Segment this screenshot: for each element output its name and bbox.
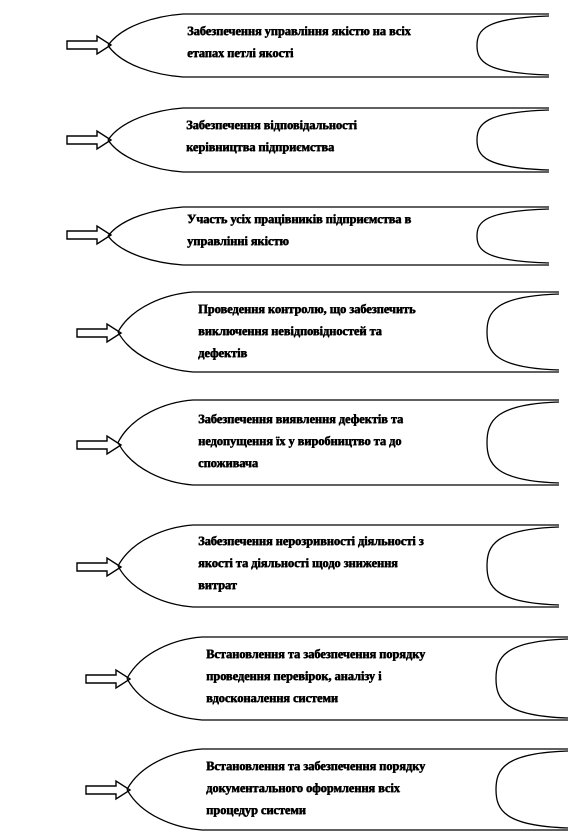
arrow-7 [86, 670, 130, 688]
item-text-line: витрат [198, 578, 237, 592]
item-text-line: керівництва підприємства [186, 140, 335, 154]
item-text-7 [206, 643, 425, 709]
scroll-curl-8 [496, 751, 568, 828]
item-text-line: вдосконалення системи [206, 691, 338, 705]
arrow-6 [77, 558, 121, 576]
item-text-8 [206, 755, 425, 821]
scroll-curl-5 [487, 402, 559, 483]
arrow-3 [67, 226, 111, 244]
item-text-1 [187, 20, 411, 64]
scroll-curl-4 [487, 294, 559, 370]
item-text-2 [186, 114, 357, 158]
scroll-curl-3 [477, 209, 549, 263]
arrow-5 [77, 436, 121, 454]
item-text-line: Встановлення та забезпечення порядку [206, 759, 426, 773]
item-text-line: Забезпечення нерозривності діяльності з [198, 534, 424, 548]
item-text-4 [198, 298, 415, 364]
item-text-line: проведення перевірок, аналізу і [206, 669, 382, 683]
item-text-line: Забезпечення управління якістю на всіх [187, 24, 411, 38]
item-text-line: Проведення контролю, що забезпечить [198, 302, 416, 316]
item-text-line: Забезпечення виявлення дефектів та [198, 412, 404, 426]
item-text-line: процедур системи [206, 803, 306, 817]
item-text-line: управлінні якістю [187, 234, 289, 248]
item-text-line: якості та діяльності щодо зниження [198, 556, 398, 570]
scroll-curl-6 [487, 527, 559, 605]
scroll-curl-2 [477, 110, 549, 170]
item-text-6 [198, 530, 424, 596]
item-text-5 [198, 408, 403, 474]
item-text-line: Встановлення та забезпечення порядку [206, 647, 426, 661]
item-text-line: виключення невідповідностей та [198, 324, 382, 338]
item-text-line: документального оформлення всіх [206, 781, 400, 795]
scroll-curl-7 [496, 639, 568, 718]
item-text-line: споживача [198, 456, 258, 470]
item-text-line: Участь усіх працівників підприємства в [187, 212, 411, 226]
item-text-3 [187, 208, 411, 252]
scroll-curl-1 [477, 16, 549, 75]
item-text-line: дефектів [198, 346, 247, 360]
arrow-4 [77, 324, 121, 342]
arrow-1 [67, 36, 111, 54]
item-text-line: недопущення їх у виробництво та до [198, 434, 402, 448]
item-text-line: етапах петлі якості [187, 46, 294, 60]
arrow-2 [67, 131, 111, 149]
arrow-8 [86, 781, 130, 799]
item-text-line: Забезпечення відповідальності [186, 118, 357, 132]
